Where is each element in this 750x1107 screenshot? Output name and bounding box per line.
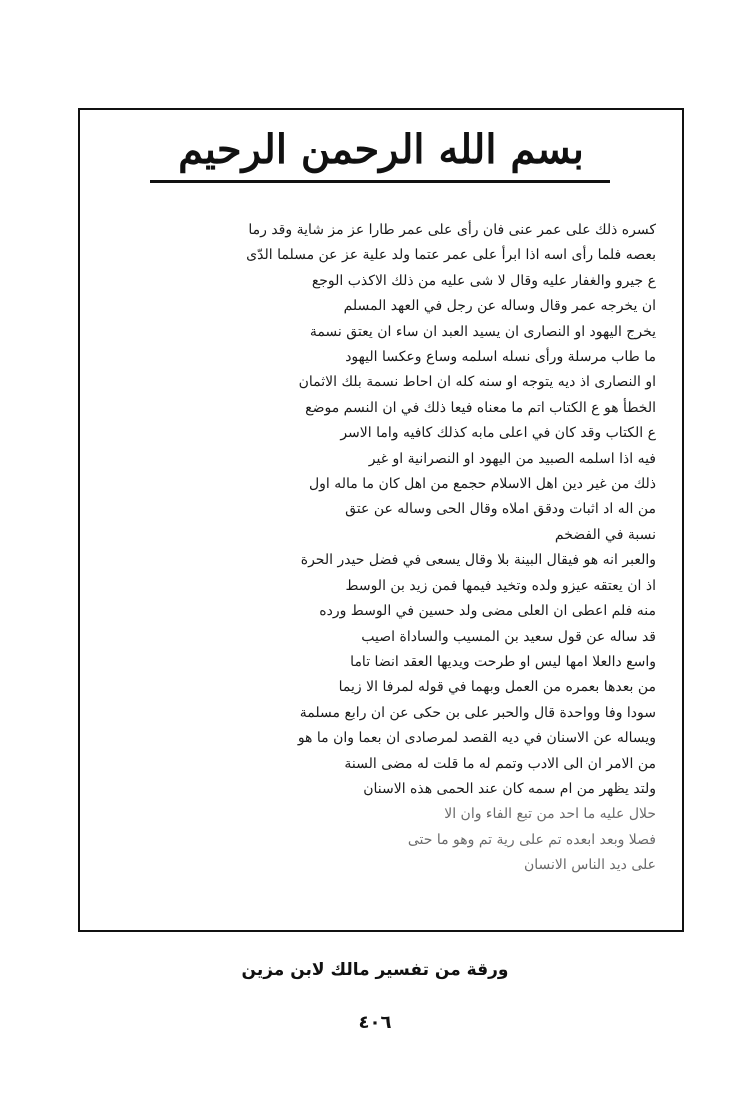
manuscript-line: سودا وفا وواحدة قال والحبر على بن حكى عن ان رابع مسلمة xyxy=(299,704,656,721)
manuscript-line: ولتد يظهر من ام سمه كان عند الحمى هذه الاسنان xyxy=(363,780,656,797)
manuscript-line: بعصه فلما رأى اسه اذا ابرأ على عمر عتما ولد علية عز عن مسلما الدّى xyxy=(246,247,656,264)
manuscript-line: فصلا وبعد ابعده تم على رية تم وهو ما حتى xyxy=(407,831,656,848)
manuscript-line: ما طاب مرسلة ورأى نسله اسلمه وساع وعكسا اليهود xyxy=(345,349,656,366)
manuscript-line: من بعدها بعمره من العمل وبهما في قوله لمرفا الا زيما xyxy=(338,679,656,696)
figure-caption: ورقة من تفسير مالك لابن مزين xyxy=(241,960,509,980)
manuscript-line: ع جيرو والغفار عليه وقال لا شى عليه من ذلك الاكذب الوجع xyxy=(311,272,656,289)
manuscript-line: والعبر انه هو فيقال البينة بلا وقال يسعى في فضل حيدر الحرة xyxy=(300,552,656,569)
manuscript-line: واسع دالعلا امها ليس او طرحت ويديها العقد انضا تاما xyxy=(350,653,656,670)
manuscript-line: حلال عليه ما احد من تبع الفاء وان الا xyxy=(444,806,656,823)
manuscript-line: قد ساله عن قول سعيد بن المسيب والساداة اصيب xyxy=(361,628,656,645)
manuscript-line: كسره ذلك على عمر عنى فان رأى على عمر طارا عز مز شاية وقد رما xyxy=(248,222,656,238)
manuscript-page-frame xyxy=(78,108,684,932)
manuscript-line: او النصارى اذ ديه يتوجه او سنه كله ان احاط نسمة بلك الاثمان xyxy=(298,374,656,391)
manuscript-line: من اله اد اثبات ودقق املاه وقال الحى وساله عن عتق xyxy=(345,501,656,518)
manuscript-line: على ديد الناس الانسان xyxy=(523,857,656,874)
manuscript-line: يخرج اليهود او النصارى ان يسيد العبد ان ساء ان يعتق نسمة xyxy=(309,323,656,340)
manuscript-line: ذلك من غير دين اهل الاسلام حجمع من اهل كان ما ماله اول xyxy=(308,476,656,493)
basmala-underline xyxy=(150,180,610,183)
manuscript-line: من الامر ان الى الادب وتمم له ما قلت له مضى السنة xyxy=(344,755,656,772)
manuscript-line: نسبة في الفضخم xyxy=(554,526,656,543)
manuscript-line: اذ ان يعتقه عيزو ولده وتخيد فيمها فمن زيد بن الوسط xyxy=(345,577,656,594)
manuscript-line: منه فلم اعطى ان العلى مضى ولد حسين في الوسط ورده xyxy=(319,603,656,620)
basmala-heading: بسم الله الرحمن الرحيم xyxy=(178,126,584,173)
manuscript-text-body xyxy=(110,218,656,918)
manuscript-line: ويساله عن الاسنان في ديه القصد لمرصادى ان بعما وان ما هو xyxy=(297,730,656,747)
manuscript-line: فيه اذا اسلمه الصبيد من اليهود او النصرانية او غير xyxy=(368,450,656,467)
page-number: ٤٠٦ xyxy=(358,1012,392,1033)
manuscript-line: ان يخرجه عمر وقال وساله عن رجل في العهد المسلم xyxy=(343,298,656,315)
manuscript-line: الخطأ هو ع الكتاب اتم ما معناه فيعا ذلك في ان النسم موضع xyxy=(305,399,656,416)
manuscript-line: ع الكتاب وقد كان في اعلى مابه كذلك كافيه واما الاسر xyxy=(340,425,656,442)
